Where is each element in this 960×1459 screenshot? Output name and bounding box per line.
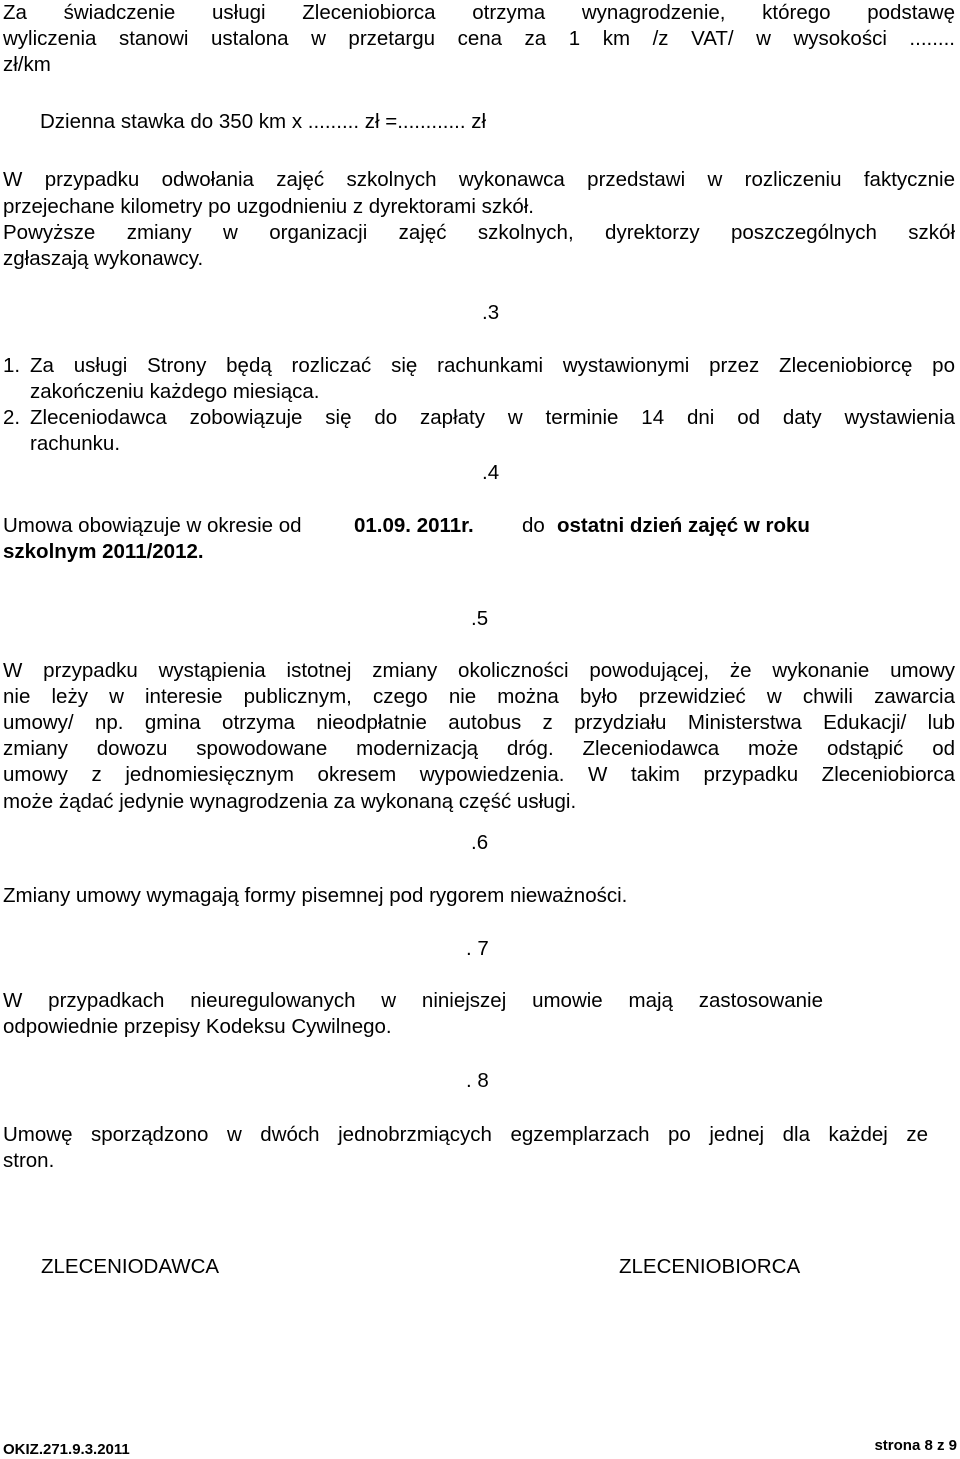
term-end: ostatni dzień zajęć w roku — [557, 514, 810, 537]
section-4-heading: .4 — [482, 461, 500, 484]
section-3-heading: .3 — [482, 301, 500, 324]
withdrawal-line-3: umowy/ np. gmina otrzyma nieodpłatnie autobus z przydziału Ministerstwa Edukacji/ lub — [3, 711, 955, 734]
copies-line-2: stron. — [3, 1149, 55, 1172]
changes-line-1: Powyższe zmiany w organizacji zajęć szkolnych, dyrektorzy poszczególnych szkół — [3, 221, 955, 244]
cancellation-line-1: W przypadku odwołania zajęć szkolnych wykonawca przedstawi w rozliczeniu faktycznie — [3, 168, 955, 191]
remuneration-line-2: wyliczenia stanowi ustalona w przetargu cena za 1 km /z VAT/ w wysokości ........ — [3, 27, 955, 50]
withdrawal-line-4: zmiany dowozu spowodowane modernizacją dróg. Zleceniodawca może odstąpić od — [3, 737, 955, 760]
payment-list — [3, 353, 955, 457]
section-5-heading: .5 — [471, 607, 489, 630]
changes-line-2: zgłaszają wykonawcy. — [3, 247, 204, 270]
section-8-heading: . 8 — [466, 1069, 489, 1092]
signature-contractor: ZLECENIODAWCA — [41, 1255, 220, 1278]
withdrawal-line-5: umowy z jednomiesięcznym okresem wypowiedzenia. W takim przypadku Zleceniobiorca — [3, 763, 955, 786]
withdrawal-line-2: nie leży w interesie publicznym, czego nie można było przewidzieć w chwili zawarcia — [3, 685, 955, 708]
cancellation-line-2: przejechane kilometry po uzgodnieniu z dyrektorami szkół. — [3, 195, 534, 218]
section-6-heading: .6 — [471, 831, 489, 854]
copies-line-1: Umowę sporządzono w dwóch jednobrzmiących egzemplarzach po jednej dla każdej ze — [3, 1123, 928, 1146]
term-mid: do — [522, 514, 545, 537]
page-number: strona 8 z 9 — [874, 1437, 957, 1454]
list-item — [3, 353, 955, 405]
list-item-number: 1. — [3, 354, 21, 377]
signature-contractee: ZLECENIOBIORCA — [619, 1255, 801, 1278]
term-prefix: Umowa obowiązuje w okresie od — [3, 514, 302, 537]
section-7-heading: . 7 — [466, 937, 489, 960]
term-end-line-2: szkolnym 2011/2012. — [3, 540, 204, 563]
term-start-date: 01.09. 2011r. — [354, 514, 474, 537]
list-item-line-2: zakończeniu każdego miesiąca. — [30, 380, 320, 403]
written-form-clause: Zmiany umowy wymagają formy pisemnej pod rygorem nieważności. — [3, 884, 628, 907]
remuneration-line-3: zł/km — [3, 53, 51, 76]
list-item-number: 2. — [3, 406, 21, 429]
list-item-line-2: rachunku. — [30, 432, 121, 455]
withdrawal-line-6: może żądać jedynie wynagrodzenia za wykonaną część usługi. — [3, 790, 577, 813]
daily-rate-line: Dzienna stawka do 350 km x ......... zł =............ zł — [40, 110, 487, 133]
civil-code-line-2: odpowiednie przepisy Kodeksu Cywilnego. — [3, 1015, 392, 1038]
reference-number: OKIZ.271.9.3.2011 — [3, 1441, 130, 1458]
withdrawal-line-1: W przypadku wystąpienia istotnej zmiany okoliczności powodującej, że wykonanie umowy — [3, 659, 955, 682]
civil-code-line-1: W przypadkach nieuregulowanych w niniejszej umowie mają zastosowanie — [3, 989, 823, 1012]
list-item — [3, 405, 955, 457]
list-item-line-1: Zleceniodawca zobowiązuje się do zapłaty w terminie 14 dni od daty wystawienia — [30, 406, 955, 429]
list-item-line-1: Za usługi Strony będą rozliczać się rachunkami wystawionymi przez Zleceniobiorcę po — [30, 354, 955, 377]
remuneration-line-1: Za świadczenie usługi Zleceniobiorca otrzyma wynagrodzenie, którego podstawę — [3, 1, 955, 24]
